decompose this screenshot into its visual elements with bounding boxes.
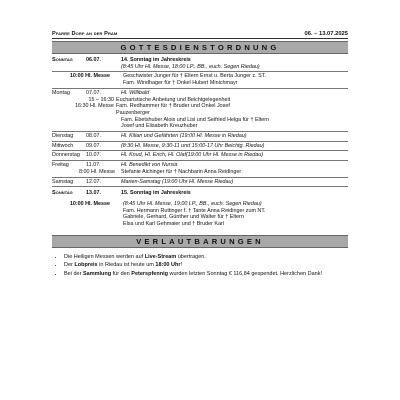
date-label: 11.07.: [86, 162, 101, 169]
notice-item: • Die Heiligen Messen werden auf Live-Stream übertragen.: [64, 254, 348, 261]
date-label: 10.07.: [86, 152, 101, 159]
schedule-row-sunday-2-mass: [52, 198, 348, 229]
date-label: 12.07.: [86, 178, 101, 185]
schedule-row-thursday: [52, 151, 348, 161]
day-text: (8:30 Hl. Messe, 9:30-11 und 15:00-17 Uhr Beichtg. Riedau): [121, 142, 265, 149]
feast-title: Hl. Benedikt von Nursia: [121, 162, 178, 169]
mass-intentions: [123, 201, 348, 228]
date-label: 09.07.: [86, 142, 101, 149]
schedule-row-sunday-1-mass: [52, 72, 348, 88]
schedule-row-sunday-2: [52, 187, 348, 198]
notice-item: • Der Lobpreis in Riedau ist heute um 18:00 Uhr!: [64, 262, 348, 269]
adoration-time: 15 – 16:30: [88, 96, 114, 103]
date-range: 06. – 13.07.2025: [304, 31, 348, 37]
intention-line: Fam. Redhammer für † Bruder und Onkel Josef Pauzenberger: [116, 103, 230, 116]
bulletin-header: [52, 27, 348, 39]
day-content: [121, 190, 348, 197]
intention-line: Fam. Hermann Ruttinger f. † Tante Anna Reidinger zum NT.: [123, 207, 266, 214]
bulletin-page: [52, 27, 348, 279]
intention-line: Fam. Windhager für † Onkel Hubert Minichmayr: [123, 80, 238, 87]
day-text: Marien-Samstag (19:00 Uhr Hl. Messe Riedau): [121, 178, 234, 185]
riedau-note: (8:45 Uhr Hl. Messe, 19:00 LP., BB., euch. Segen Riedau): [123, 200, 262, 207]
mass-time: 10:00 Hl. Messe: [69, 200, 110, 207]
schedule-row-sunday-1: [52, 56, 348, 72]
day-label: Sonntag: [52, 57, 73, 63]
schedule-row-saturday: [52, 178, 348, 188]
intention-line: Elsa und Karl Gehmaier und † Bruder Karl: [123, 221, 224, 228]
day-label: Dienstag: [52, 133, 74, 140]
date-label: 06.07.: [86, 57, 101, 63]
mass-time: 10:00 Hl. Messe: [69, 73, 110, 80]
schedule-row-wednesday: [52, 142, 348, 152]
notices-list: [52, 254, 348, 278]
schedule-row-monday: [52, 89, 348, 132]
day-label: Montag: [52, 89, 70, 96]
feast-title: Hl. Willibald: [121, 89, 150, 96]
feast-title: 15. Sonntag im Jahreskreis: [121, 190, 191, 197]
adoration-text: Eucharistische Anbetung und Beichtgelegenheit: [116, 96, 231, 103]
schedule-row-friday: [52, 161, 348, 177]
day-content: [121, 57, 348, 70]
day-label: Donnerstag: [52, 152, 80, 159]
notices-banner: VERLAUTBARUNGEN: [52, 235, 348, 248]
mass-intentions: [123, 73, 348, 86]
parish-name: Pfarre Dorf an der Pram: [52, 31, 118, 37]
date-label: 13.07.: [86, 190, 101, 197]
service-schedule: [52, 56, 348, 229]
day-label: Mittwoch: [52, 142, 74, 149]
riedau-note: (8:45 Uhr Hl. Messe, 18:00 LP., BB., euch. Segen Riedau): [121, 63, 260, 70]
date-label: 08.07.: [86, 133, 101, 140]
day-text: Hl. Kilian und Gefährten (19:00 Hl. Messe in Riedau): [121, 133, 247, 140]
intention-line: Fam. Ebetshuber Alois und Lisi und Seifried Helga für † Eltern Josef und Elisabeth Kreuzhuber: [121, 116, 270, 130]
day-label: Freitag: [52, 162, 69, 169]
day-text: Hl. Knud, Hl. Erich, Hl. Olaf(19:00 Uhr Hl. Messe in Riedau): [121, 152, 264, 159]
mass-time: 8:00 Hl. Messe: [79, 168, 115, 175]
services-banner: GOTTESDIENSTORDNUNG: [52, 41, 348, 54]
day-label: Samstag: [52, 178, 74, 185]
feast-title: 14. Sonntag im Jahreskreis: [121, 57, 191, 63]
schedule-row-tuesday: [52, 132, 348, 142]
intention-line: Gabriele, Gerhard, Günther und Walter für † Eltern: [123, 214, 244, 221]
date-label: 07.07.: [86, 89, 101, 96]
mass-time: 16:30 Hl. Messe: [75, 103, 114, 110]
intention-line: Geschwister Junger für † Eltern Ernst u. Berta Junger z. ST.: [123, 73, 266, 80]
notice-item: • Bei der Sammlung für den Peterspfennig wurden letzten Sonntag € 116,84 gespendet. Herzlichen Dank!: [64, 271, 348, 278]
day-label: Sonntag: [52, 190, 73, 197]
intention-line: Stefanie Aichinger für † Nachbarin Anna Reidinger: [121, 168, 242, 175]
